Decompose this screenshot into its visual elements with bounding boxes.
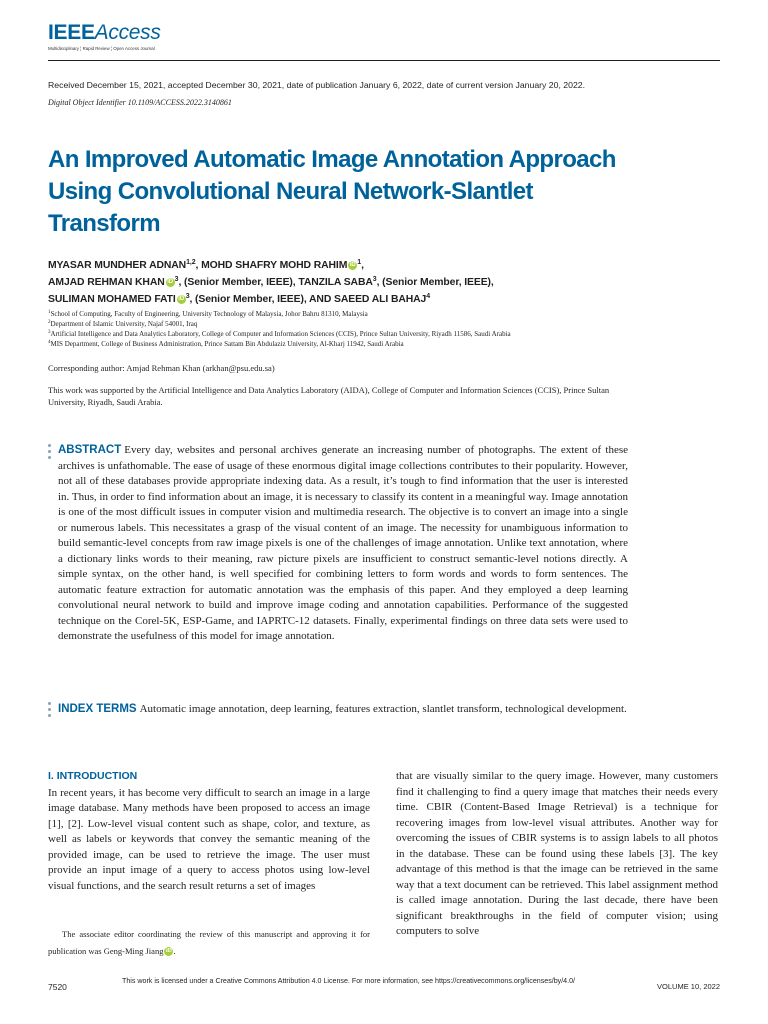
footnote-text: The associate editor coordinating the review of this manuscript and approving it for publication was Geng-Ming Jiang [48,929,370,956]
affiliation-list [48,309,648,349]
author-suffix: , [195,260,202,271]
abstract-text: Every day, websites and personal archives generate an increasing number of photographs. The extent of these archives is unfathomable. The ease of usage of these enormous digital image collections contributes to their popularity. However, not all of these databases provide appropriate indexing data. As a result, it’s tough to find information that the user is interested in. Thus, in order to find information about an image, it is necessary to classify its content in a meaningful way. Image annotation is one of the most difficult issues in computer vision and multimedia research. The objective is to convert an image into a single or numerous labels. This necessitates a grasp of the visual content of an image. The necessity for unambiguous information to build semantic-level concepts from raw image pixels is one of the challenges of image annotation. Unlike text annotation, where a dictionary links words to their meaning, raw picture pixels are insufficient to construct semantic-level notions directly. A simple syntax, on the other hand, is well specified for combining letters to form words and words to form sentences. The automatic feature extraction for automatic annotation was the emphasis of this paper. And they employed a deep learning convolutional neural network to build and improve image coding and annotation capabilities. Performance of the suggested technique on the Corel-5K, ESP-Game, and IAPRTC-12 datasets. Finally, experimental findings on three data sets were used to demonstrate the usefulness of this model for image annotation. [58,444,628,642]
abstract-label: ABSTRACT [58,444,122,456]
orcid-icon[interactable]: iD [178,296,185,302]
intro-text-right: that are visually similar to the query image. However, many customers find it challenging to find a query image that matches their needs every time. CBIR (Content-Based Image Retrieval) is a technique for recovering images from low-level visual attributes. Another way for overcoming the issues of CBIR systems is to assign labels to all photos in the database. These can be found using these labels [3]. The key advantage of this method is that the image can be retrieved in the same way that a text document can be retrieved. This label assignment method is called image annotation. During the last decade, there have been significant breakthroughs in the field of computer vision; using computers to solve [396,770,718,937]
author-affiliation-mark: 1,2 [186,259,196,266]
author-affiliation-mark: 1 [357,259,362,266]
paper-title: An Improved Automatic Image Annotation Approach Using Convolutional Neural Network-Slantlet Transform [48,146,616,237]
license-notice: This work is licensed under a Creative Commons Attribution 4.0 License. For more information, see https://creativecommons.org/licenses/by/4.0/ [122,977,576,985]
logo-ieee: IEEE [48,21,95,44]
author-affiliation-mark: 3 [174,276,179,283]
author-suffix: , [361,260,364,271]
abstract [58,443,628,645]
author-name: TANZILA SABA [298,277,373,288]
affiliation [48,309,648,319]
funding-statement: This work was supported by the Artificial Intelligence and Data Analytics Laboratory (AIDA), College of Computer and Information Sciences (CCIS), Prince Sultan University, Riyadh, Saudi Arabia. [48,385,610,407]
header-rule [48,60,720,61]
page-number: 7520 [48,982,67,992]
orcid-icon[interactable]: iD [349,262,356,268]
editor-footnote: The associate editor coordinating the review of this manuscript and approving it for publication was Geng-Ming Jiang iD . [48,929,370,956]
intro-text-left: In recent years, it has become very difficult to search an image in a large image database. Many methods have been proposed to access an image [1], [2]. Low-level visual content such as shape, color, and texture, as well as labels or keywords that convey the semantic meaning of the provided image, can be used to retrieve the image. The user must provide an input image of a query to access photos using low-level visual functions, and the search result returns a set of images [48,786,370,892]
received-dates: Received December 15, 2021, accepted December 30, 2021, date of publication January 6, 2022, date of current version January 20, 2022. [48,80,586,90]
abstract-dots-icon [48,444,51,462]
affiliation-text: MIS Department, College of Business Administration, Prince Sattam Bin Abdulaziz University, Al-Kharj 11942, Saudi Arabia [50,340,404,348]
author-name: MYASAR MUNDHER ADNAN [48,260,187,271]
volume-label: VOLUME 10, 2022 [657,982,720,991]
affiliation [48,319,648,329]
left-column [48,769,370,894]
index-terms-label: INDEX TERMS [58,703,137,715]
journal-logo [48,22,161,51]
logo-access: Access [94,21,161,44]
affiliation-number: 1 [48,310,51,315]
index-terms-dots-icon [48,702,51,720]
affiliation [48,329,648,339]
author-suffix: , (Senior Member, IEEE), AND [189,294,335,305]
author-name: SULIMAN MOHAMED FATI [48,294,176,305]
author-suffix: , (Senior Member, IEEE), [376,277,494,288]
doi: Digital Object Identifier 10.1109/ACCESS.2022.3140861 [48,98,232,107]
affiliation-text: Artificial Intelligence and Data Analytics Laboratory, College of Computer and Information Sciences (CCIS), Prince Sultan University, Riyadh 11586, Saudi Arabia [50,330,511,338]
affiliation-number: 2 [48,320,51,325]
affiliation-number: 4 [48,340,51,345]
logo-wordmark [48,22,161,44]
author-affiliation-mark: 3 [372,276,377,283]
author-affiliation-mark: 3 [185,293,190,300]
author-affiliation-mark: 4 [426,293,431,300]
author-name: MOHD SHAFRY MOHD RAHIM [201,260,348,271]
author-list [48,257,688,308]
orcid-icon[interactable]: iD [167,279,174,285]
index-terms [58,702,628,718]
index-terms-text: Automatic image annotation, deep learning, features extraction, slantlet transform, technological development. [139,703,627,715]
orcid-icon[interactable]: iD [165,948,172,954]
right-column [396,769,718,940]
section-heading: I. INTRODUCTION [48,770,138,782]
affiliation [48,339,648,349]
corresponding-author: Corresponding author: Amjad Rehman Khan (arkhan@psu.edu.sa) [48,363,275,373]
author-name: SAEED ALI BAHAJ [334,294,427,305]
author-suffix: , (Senior Member, IEEE), [178,277,299,288]
author-name: AMJAD REHMAN KHAN [48,277,165,288]
logo-tagline: Multidisciplinary ¦ Rapid Review ¦ Open Access Journal [48,46,155,51]
affiliation-text: School of Computing, Faculty of Engineering, University Technology of Malaysia, Johor Bahru 81310, Malaysia [50,310,368,318]
affiliation-text: Department of Islamic University, Najaf 54001, Iraq [50,320,198,328]
affiliation-number: 3 [48,330,51,335]
